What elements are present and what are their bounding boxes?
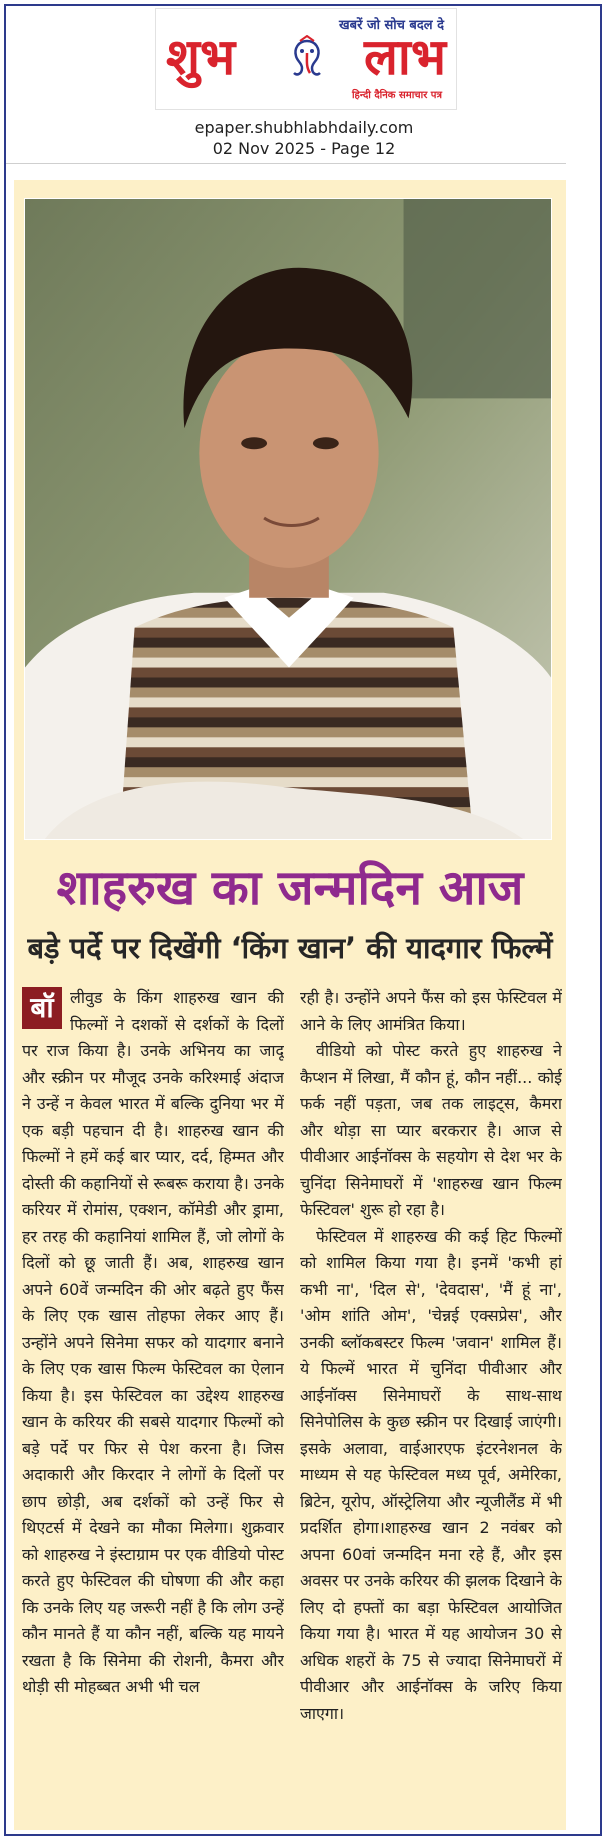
edition-date-page: 02 Nov 2025 - Page 12: [212, 139, 396, 158]
drop-cap: बॉ: [22, 987, 62, 1029]
article-column-2: [300, 985, 562, 1825]
logo-word-left: शुभ: [166, 28, 236, 86]
column-2-paragraph-1: रही है। उन्होंने अपने फैंस को इस फेस्टिवल में आने के लिए आमंत्रित किया।: [300, 988, 562, 1034]
column-2-paragraph-2: वीडियो को पोस्ट करते हुए शाहरुख ने कैप्शन में लिखा, मैं कौन हूं, कौन नहीं... कोई फर्क नहीं पड़ता, जब तक लाइट्स, कैमरा और थोड़ा सा प्यार बरकरार है। आज से पीवीआर आईनॉक्स के सहयोग से देश भर के चुनिंदा सिनेमाघरों में 'शाहरुख खान फिल्म फेस्टिवल' शुरू हो रहा है।: [300, 1041, 562, 1219]
newspaper-logo: [166, 29, 446, 85]
column-2-paragraph-3: फेस्टिवल में शाहरुख की कई हिट फिल्मों को शामिल किया गया है। इनमें 'कभी हां कभी ना', 'दिल से', 'देवदास', 'मैं हूं ना', 'ओम शांति ओम', 'चेन्नई एक्सप्रेस', और उनकी ब्लॉकबस्टर फिल्म 'जवान' शामिल हैं। ये फिल्में भारत में चुनिंदा पीवीआर और आईनॉक्स सिनेमाघरों के साथ-साथ सिनेपोलिस के कुछ स्क्रीन पर दिखाई जाएंगी। इसके अलावा, वाईआरएफ इंटरनेशनल के माध्यम से यह फेस्टिवल मध्य पूर्व, अमेरिका, ब्रिटेन, यूरोप, ऑस्ट्रेलिया और न्यूजीलैंड में भी प्रदर्शित होगा।शाहरुख खान 2 नवंबर को अपना 60वां जन्मदिन मना रहे हैं, और इस अवसर पर उनके करियर की झलक दिखाने के लिए दो हफ्तों का बड़ा फेस्टिवल आयोजित किया गया है। भारत में यह आयोजन 30 से अधिक शहरों के 75 से ज्यादा सिनेमाघरों में पीवीआर और आईनॉक्स के जरिए किया जाएगा।: [300, 1226, 562, 1723]
article-headline: शाहरुख का जन्मदिन आज: [56, 860, 524, 916]
masthead-subline: हिन्दी दैनिक समाचार पत्र: [351, 90, 442, 101]
article-subheadline: बड़े पर्दे पर दिखेंगी ‘किंग खान’ की यादगार फिल्में: [27, 931, 553, 965]
newspaper-masthead: [155, 8, 457, 110]
masthead-tagline: खबरें जो सोच बदल दे: [339, 18, 444, 33]
portrait-photo: [24, 198, 552, 840]
logo-word-right: लाभ: [364, 28, 446, 86]
column-1-text: लीवुड के किंग शाहरुख खान की फिल्मों ने दशकों से दर्शकों के दिलों पर राज किया है। उनके अभिनय का जादू और स्क्रीन पर मौजूद उनके करिश्माई अंदाज ने उन्हें न केवल भारत में बल्कि दुनिया भर में एक बड़ी पहचान दी है। शाहरुख खान की फिल्मों ने हमें कई बार प्यार, दर्द, हिम्मत और दोस्ती की कहानियों से रूबरू कराया है। उनके करियर में रोमांस, एक्शन, कॉमेडी और ड्रामा, हर तरह की कहानियां शामिल हैं, जो लोगों के दिलों को छू जाती हैं। अब, शाहरुख खान अपने 60वें जन्मदिन की ओर बढ़ते हुए फैंस के लिए एक खास तोहफा लेकर आए हैं। उन्होंने अपने सिनेमा सफर को यादगार बनाने के लिए एक खास फिल्म फेस्टिवल का ऐलान किया है। इस फेस्टिवल का उद्देश्य शाहरुख खान के करियर की सबसे यादगार फिल्मों को बड़े पर्दे पर फिर से पेश करना है। जिस अदाकारी और किरदार ने लोगों के दिलों पर छाप छोड़ी, अब दर्शकों को उन्हें फिर से थिएटर्स में देखने का मौका मिलेगा। शुक्रवार को शाहरुख ने इंस्टाग्राम पर एक वीडियो पोस्ट करते हुए फेस्टिवल की घोषणा की और कहा कि उनके लिए यह जरूरी नहीं है कि लोग उन्हें कौन मानते हैं या कौन नहीं, बल्कि यह मायने रखता है कि सिनेमा की रोशनी, कैमरा और थोड़ी सी मोहब्बत अभी भी चल: [22, 988, 284, 1696]
ganesha-icon: [284, 35, 330, 81]
epaper-url[interactable]: epaper.shubhlabhdaily.com: [194, 118, 414, 137]
header-divider: [6, 163, 566, 164]
article-column-1: [22, 985, 284, 1825]
